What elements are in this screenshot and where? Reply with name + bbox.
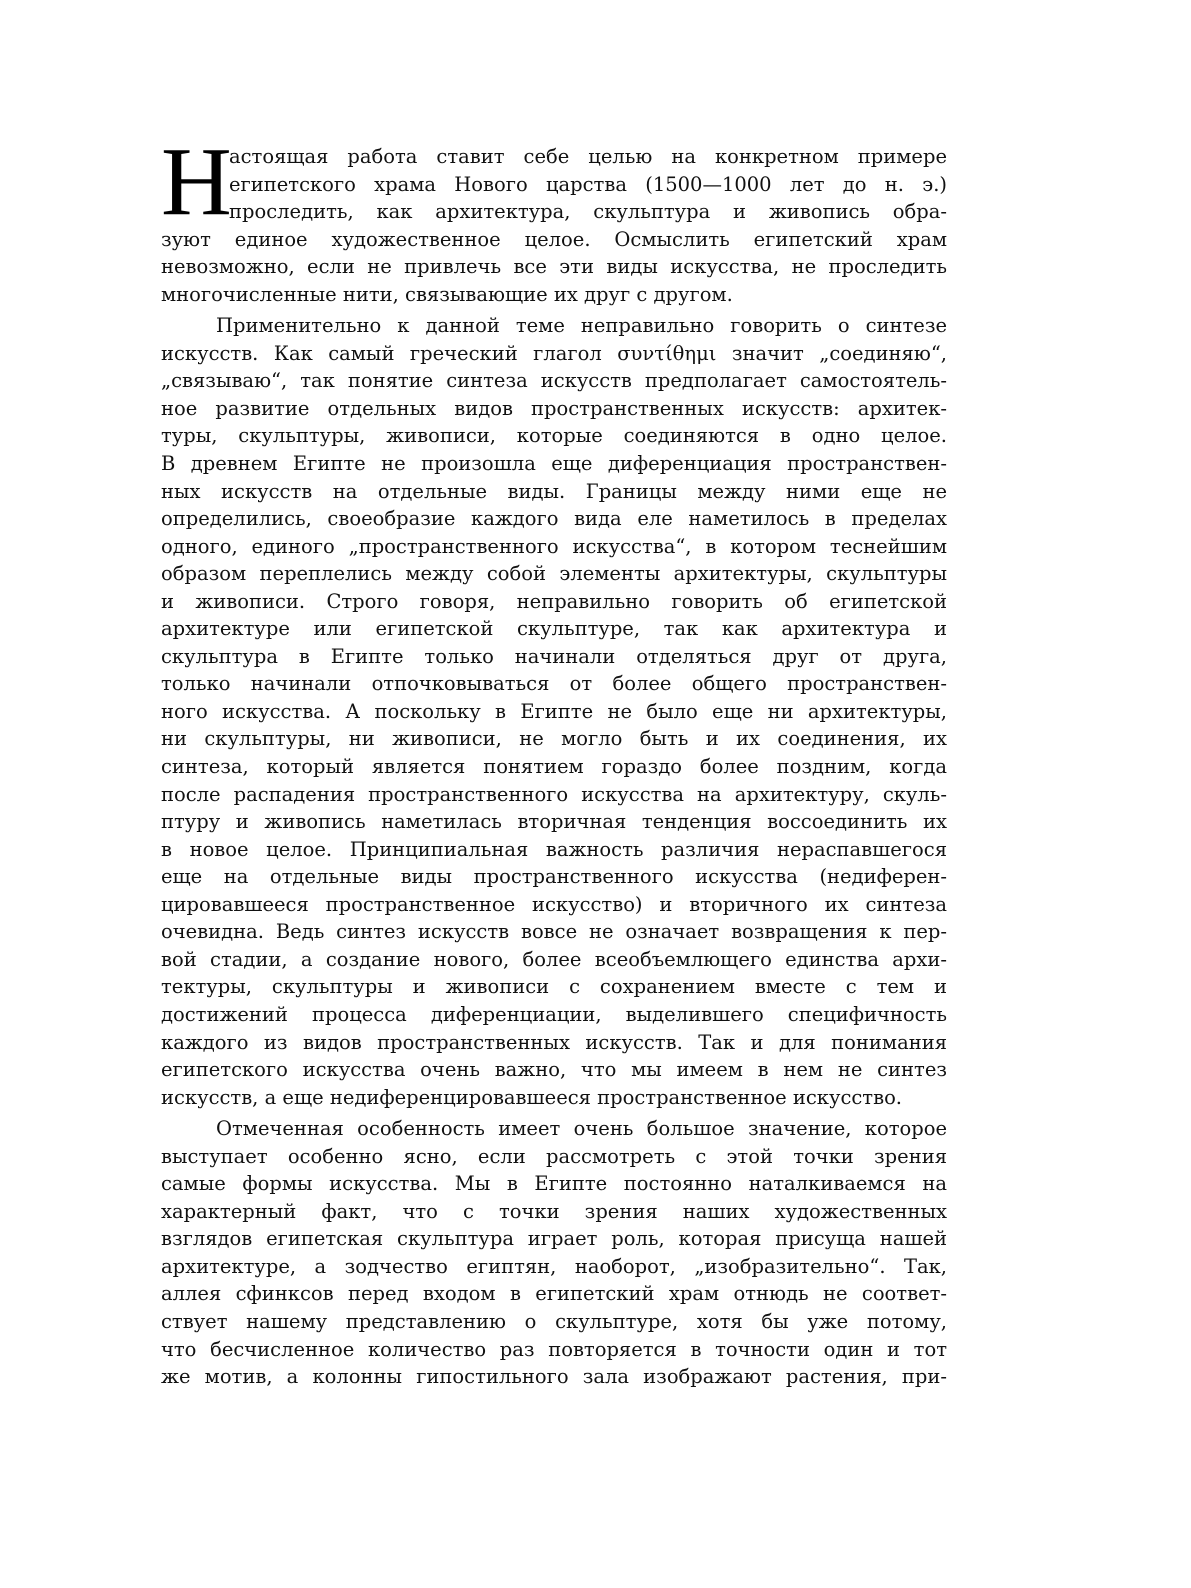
text-line: определились, своеобразие каждого вида еле наметилось в пределах bbox=[161, 507, 947, 531]
text-line: В древнем Египте не произошла еще диференциация пространствен- bbox=[161, 452, 947, 476]
text-line: в новое целое. Принципиальная важность различия нераспавшегося bbox=[161, 837, 947, 861]
text-line: ствует нашему представлению о скульптуре, хотя бы уже потому, bbox=[161, 1309, 947, 1333]
text-line: многочисленные нити, связывающие их друг с другом. bbox=[161, 282, 733, 306]
text-line: достижений процесса диференциации, выделившего специфичность bbox=[161, 1002, 947, 1026]
text-line: египетского храма Нового царства (1500—1000 лет до н. э.) bbox=[229, 172, 947, 196]
text-line: тектуры, скульптуры и живописи с сохранением вместе с тем и bbox=[161, 975, 947, 999]
text-line: каждого из видов пространственных искусств. Так и для понимания bbox=[161, 1030, 947, 1054]
paragraph-2 bbox=[161, 312, 947, 1111]
text-line: только начинали отпочковываться от более общего пространствен- bbox=[161, 672, 947, 696]
text-line: Применительно к данной теме неправильно говорить о синтезе bbox=[216, 314, 947, 338]
text-line: ное развитие отдельных видов пространственных искусств: архитек- bbox=[161, 396, 947, 420]
text-line: архитектуре, а зодчество египтян, наоборот, „изобразительно“. Так, bbox=[161, 1254, 947, 1278]
text-line: и живописи. Строго говоря, неправильно говорить об египетской bbox=[161, 589, 947, 613]
text-line: еще на отдельные виды пространственного искусства (недиферен- bbox=[161, 865, 947, 889]
text-line: зуют единое художественное целое. Осмыслить египетский храм bbox=[161, 227, 947, 251]
text-line: что бесчисленное количество раз повторяется в точности один и тот bbox=[161, 1337, 947, 1361]
text-line: ного искусства. А поскольку в Египте не было еще ни архитектуры, bbox=[161, 699, 947, 723]
text-line: скульптура в Египте только начинали отделяться друг от друга, bbox=[161, 644, 947, 668]
text-line: ни скульптуры, ни живописи, не могло быть и их соединения, их bbox=[161, 727, 947, 751]
text-line: проследить, как архитектура, скульптура и живопись обра- bbox=[229, 200, 947, 224]
text-line: одного, единого „пространственного искусства“, в котором теснейшим bbox=[161, 534, 947, 558]
paragraph-3 bbox=[161, 1115, 947, 1390]
text-line: астоящая работа ставит себе целью на конкретном примере bbox=[229, 145, 947, 168]
text-line: очевидна. Ведь синтез искусств вовсе не означает возвращения к пер- bbox=[161, 920, 947, 944]
body-text bbox=[161, 128, 947, 1391]
text-line: искусств. Как самый греческий глагол συντίθημι значит „соединяю“, bbox=[161, 341, 947, 365]
text-line: цировавшееся пространственное искусство) и вторичного их синтеза bbox=[161, 892, 947, 916]
text-line: после распадения пространственного искусства на архитектуру, скуль- bbox=[161, 782, 947, 806]
text-line: архитектуре или египетской скульптуре, так как архитектура и bbox=[161, 617, 947, 641]
text-line: аллея сфинксов перед входом в египетский храм отнюдь не соответ- bbox=[161, 1282, 947, 1306]
text-line: взглядов египетская скульптура играет роль, которая присуща нашей bbox=[161, 1227, 947, 1251]
text-line: характерный факт, что с точки зрения наших художественных bbox=[161, 1199, 947, 1223]
text-line: образом переплелись между собой элементы архитектуры, скульптуры bbox=[161, 562, 947, 586]
text-line: же мотив, а колонны гипостильного зала изображают растения, при- bbox=[161, 1365, 947, 1389]
text-line: синтеза, который является понятием гораздо более поздним, когда bbox=[161, 755, 947, 779]
text-line: невозможно, если не привлечь все эти виды искусства, не проследить bbox=[161, 255, 947, 279]
text-line: „связываю“, так понятие синтеза искусств предполагает самостоятель- bbox=[161, 369, 947, 393]
text-line: ных искусств на отдельные виды. Границы между ними еще не bbox=[161, 479, 947, 503]
text-line: выступает особенно ясно, если рассмотреть с этой точки зрения bbox=[161, 1144, 947, 1168]
text-line: самые формы искусства. Мы в Египте постоянно наталкиваемся на bbox=[161, 1172, 947, 1196]
text-line: вой стадии, а создание нового, более всеобъемлющего единства архи- bbox=[161, 947, 947, 971]
text-line: египетского искусства очень важно, что мы имеем в нем не синтез bbox=[161, 1058, 947, 1082]
paragraph-1 bbox=[161, 128, 947, 308]
drop-cap-letter: Н bbox=[161, 128, 232, 236]
text-line: искусств, а еще недиференцировавшееся пространственное искусство. bbox=[161, 1085, 903, 1109]
text-line: птуру и живопись наметилась вторичная тенденция воссоединить их bbox=[161, 810, 947, 834]
text-line: туры, скульптуры, живописи, которые соединяются в одно целое. bbox=[161, 424, 947, 448]
text-line: Отмеченная особенность имеет очень большое значение, которое bbox=[216, 1117, 947, 1141]
